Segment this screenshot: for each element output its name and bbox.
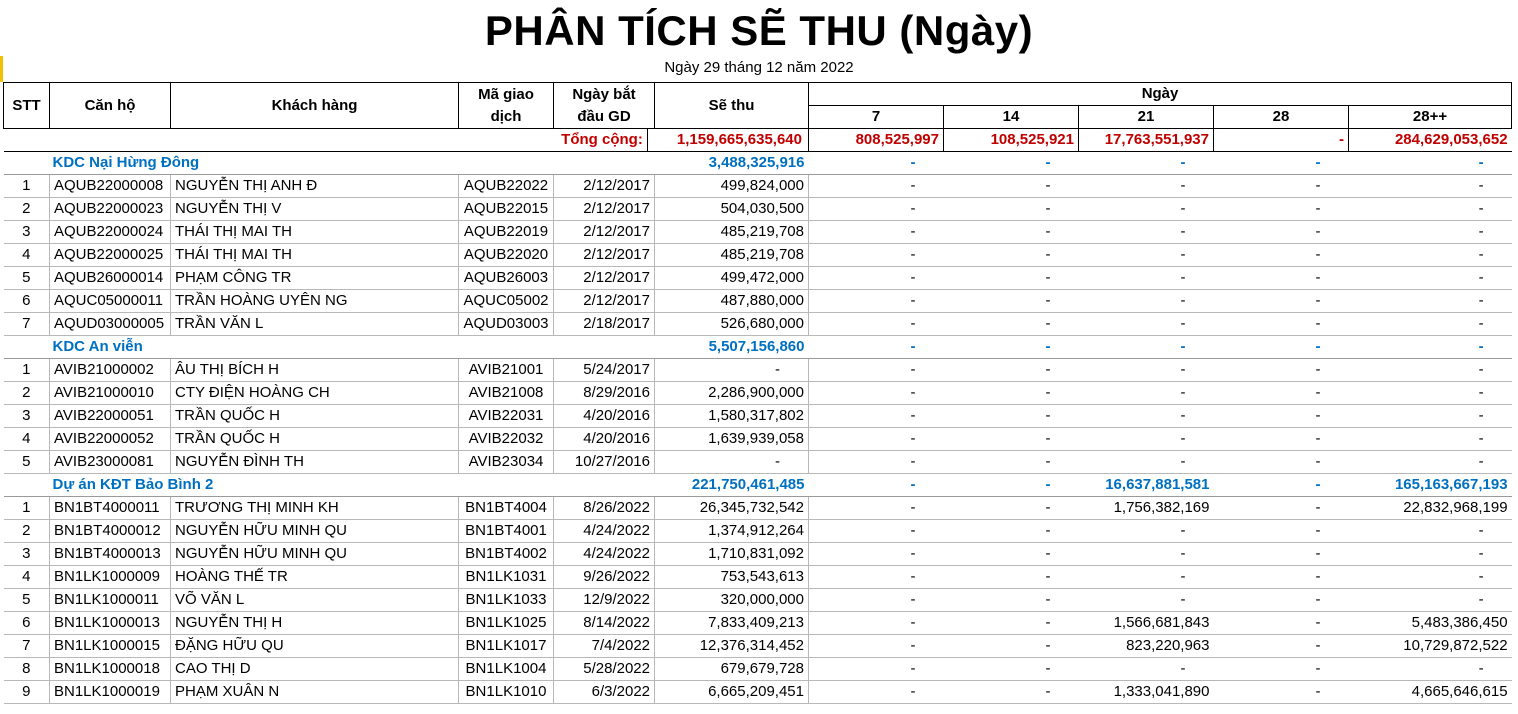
cell-khach-hang: TRẦN VĂN L xyxy=(171,313,459,336)
table-row xyxy=(4,359,1512,382)
cell-d28pp: - xyxy=(1349,589,1512,612)
cell-d28pp: - xyxy=(1349,428,1512,451)
cell-stt: 3 xyxy=(4,543,50,566)
cell-d14: - xyxy=(944,244,1079,267)
table-row xyxy=(4,566,1512,589)
cell-d21: - xyxy=(1079,267,1214,290)
cell-khach-hang: TRẦN QUỐC H xyxy=(171,405,459,428)
cell-d7: - xyxy=(809,497,944,520)
cell-khach-hang: THÁI THỊ MAI TH xyxy=(171,244,459,267)
cell-d21: - xyxy=(1079,175,1214,198)
header-day-28: 28 xyxy=(1214,106,1349,129)
cell-can-ho: BN1BT4000013 xyxy=(50,543,171,566)
cell-can-ho: BN1LK1000015 xyxy=(50,635,171,658)
cell-d14: - xyxy=(944,635,1079,658)
cell-ma-giao-dich: BN1LK1031 xyxy=(459,566,554,589)
cell-se-thu: 6,665,209,451 xyxy=(655,681,809,704)
group-se-thu: 5,507,156,860 xyxy=(655,336,809,359)
header-ma-giao-dich: Mã giao dịch xyxy=(459,83,554,129)
cell-d21: - xyxy=(1079,221,1214,244)
group-d7: - xyxy=(809,474,944,497)
cell-d28: - xyxy=(1214,382,1349,405)
cell-se-thu: 1,710,831,092 xyxy=(655,543,809,566)
total-label: Tổng cộng: xyxy=(561,131,643,148)
group-name: KDC An viễn xyxy=(4,336,655,359)
cell-ma-giao-dich: BN1LK1025 xyxy=(459,612,554,635)
cell-stt: 6 xyxy=(4,290,50,313)
cell-d28: - xyxy=(1214,681,1349,704)
cell-se-thu: 1,580,317,802 xyxy=(655,405,809,428)
cell-stt: 1 xyxy=(4,359,50,382)
cell-ngay-bat-dau: 7/4/2022 xyxy=(554,635,655,658)
table-row xyxy=(4,175,1512,198)
cell-ma-giao-dich: AQUD03003 xyxy=(459,313,554,336)
cell-stt: 5 xyxy=(4,589,50,612)
cell-ngay-bat-dau: 4/24/2022 xyxy=(554,543,655,566)
cell-can-ho: BN1LK1000018 xyxy=(50,658,171,681)
cell-d7: - xyxy=(809,566,944,589)
total-d14: 108,525,921 xyxy=(944,129,1079,152)
cell-d28pp: 4,665,646,615 xyxy=(1349,681,1512,704)
cell-d7: - xyxy=(809,543,944,566)
cell-d28: - xyxy=(1214,175,1349,198)
cell-can-ho: BN1BT4000012 xyxy=(50,520,171,543)
cell-stt: 2 xyxy=(4,198,50,221)
cell-khach-hang: NGUYỄN ĐÌNH TH xyxy=(171,451,459,474)
cell-can-ho: AVIB21000010 xyxy=(50,382,171,405)
cell-can-ho: AVIB21000002 xyxy=(50,359,171,382)
cell-ngay-bat-dau: 4/20/2016 xyxy=(554,428,655,451)
cell-d28: - xyxy=(1214,221,1349,244)
group-d28: - xyxy=(1214,336,1349,359)
cell-d21: 823,220,963 xyxy=(1079,635,1214,658)
cell-d28: - xyxy=(1214,566,1349,589)
cell-khach-hang: CTY ĐIỆN HOÀNG CH xyxy=(171,382,459,405)
cell-ngay-bat-dau: 8/29/2016 xyxy=(554,382,655,405)
cell-d7: - xyxy=(809,290,944,313)
cell-khach-hang: ĐẶNG HỮU QU xyxy=(171,635,459,658)
cell-ma-giao-dich: AQUB22015 xyxy=(459,198,554,221)
cell-se-thu: 1,374,912,264 xyxy=(655,520,809,543)
cell-d28pp: - xyxy=(1349,267,1512,290)
cell-d21: - xyxy=(1079,244,1214,267)
cell-d14: - xyxy=(944,612,1079,635)
cell-ngay-bat-dau: 2/12/2017 xyxy=(554,221,655,244)
cell-stt: 2 xyxy=(4,520,50,543)
cell-ngay-bat-dau: 8/26/2022 xyxy=(554,497,655,520)
cell-can-ho: AVIB22000051 xyxy=(50,405,171,428)
table-row xyxy=(4,543,1512,566)
cell-d21: - xyxy=(1079,198,1214,221)
cell-khach-hang: THÁI THỊ MAI TH xyxy=(171,221,459,244)
cell-ma-giao-dich: AQUB22020 xyxy=(459,244,554,267)
cell-d14: - xyxy=(944,543,1079,566)
cell-d14: - xyxy=(944,589,1079,612)
cell-can-ho: AQUD03000005 xyxy=(50,313,171,336)
cell-ngay-bat-dau: 2/12/2017 xyxy=(554,267,655,290)
cell-d21: 1,566,681,843 xyxy=(1079,612,1214,635)
cell-d7: - xyxy=(809,382,944,405)
report-title: PHÂN TÍCH SẼ THU (Ngày) xyxy=(484,7,1034,54)
table-row xyxy=(4,198,1512,221)
cell-d14: - xyxy=(944,405,1079,428)
cell-can-ho: AVIB22000052 xyxy=(50,428,171,451)
cell-ngay-bat-dau: 12/9/2022 xyxy=(554,589,655,612)
cell-se-thu: 504,030,500 xyxy=(655,198,809,221)
cell-ngay-bat-dau: 5/24/2017 xyxy=(554,359,655,382)
cell-stt: 4 xyxy=(4,244,50,267)
cell-d7: - xyxy=(809,313,944,336)
cell-ngay-bat-dau: 2/12/2017 xyxy=(554,175,655,198)
group-d21: - xyxy=(1079,152,1214,175)
cell-d28: - xyxy=(1214,267,1349,290)
cell-d28pp: - xyxy=(1349,313,1512,336)
group-d28pp: - xyxy=(1349,152,1512,175)
cell-can-ho: AVIB23000081 xyxy=(50,451,171,474)
cell-se-thu: 12,376,314,452 xyxy=(655,635,809,658)
group-row xyxy=(4,336,1512,359)
cell-ngay-bat-dau: 2/12/2017 xyxy=(554,244,655,267)
cell-d28pp: 10,729,872,522 xyxy=(1349,635,1512,658)
table-row xyxy=(4,589,1512,612)
cell-can-ho: BN1BT4000011 xyxy=(50,497,171,520)
cell-d28pp: - xyxy=(1349,566,1512,589)
cell-d7: - xyxy=(809,405,944,428)
cell-d28pp: - xyxy=(1349,382,1512,405)
cell-d28pp: - xyxy=(1349,451,1512,474)
cell-d28pp: - xyxy=(1349,244,1512,267)
table-row xyxy=(4,244,1512,267)
cell-khach-hang: NGUYỄN THỊ V xyxy=(171,198,459,221)
cell-khach-hang: TRẦN QUỐC H xyxy=(171,428,459,451)
group-d14: - xyxy=(944,474,1079,497)
header-day-7: 7 xyxy=(809,106,944,129)
cell-d7: - xyxy=(809,451,944,474)
table-row xyxy=(4,520,1512,543)
cell-d7: - xyxy=(809,221,944,244)
cell-d28: - xyxy=(1214,612,1349,635)
total-d28plus: 284,629,053,652 xyxy=(1349,129,1512,152)
cell-ma-giao-dich: AQUB22019 xyxy=(459,221,554,244)
cell-stt: 5 xyxy=(4,451,50,474)
cell-ngay-bat-dau: 2/12/2017 xyxy=(554,198,655,221)
cell-stt: 1 xyxy=(4,175,50,198)
cell-stt: 3 xyxy=(4,405,50,428)
cell-d21: - xyxy=(1079,428,1214,451)
table-row xyxy=(4,451,1512,474)
cell-ma-giao-dich: BN1LK1033 xyxy=(459,589,554,612)
cell-se-thu: 2,286,900,000 xyxy=(655,382,809,405)
table-row xyxy=(4,612,1512,635)
cell-d28: - xyxy=(1214,405,1349,428)
cell-se-thu: 487,880,000 xyxy=(655,290,809,313)
cell-stt: 6 xyxy=(4,612,50,635)
report-date: Ngày 29 tháng 12 năm 2022 xyxy=(664,59,854,76)
cell-d7: - xyxy=(809,612,944,635)
table-row xyxy=(4,313,1512,336)
cell-can-ho: BN1LK1000013 xyxy=(50,612,171,635)
group-d14: - xyxy=(944,336,1079,359)
cell-d21: - xyxy=(1079,359,1214,382)
cell-khach-hang: TRƯƠNG THỊ MINH KH xyxy=(171,497,459,520)
cell-d21: - xyxy=(1079,290,1214,313)
cell-stt: 8 xyxy=(4,658,50,681)
group-d28: - xyxy=(1214,474,1349,497)
cell-d21: - xyxy=(1079,520,1214,543)
cell-d14: - xyxy=(944,520,1079,543)
table-row xyxy=(4,382,1512,405)
cell-can-ho: AQUB22000023 xyxy=(50,198,171,221)
cell-d21: - xyxy=(1079,566,1214,589)
cell-d28: - xyxy=(1214,635,1349,658)
cell-stt: 5 xyxy=(4,267,50,290)
cell-ngay-bat-dau: 5/28/2022 xyxy=(554,658,655,681)
cell-d21: - xyxy=(1079,451,1214,474)
cell-khach-hang: HOÀNG THẾ TR xyxy=(171,566,459,589)
cell-ngay-bat-dau: 4/24/2022 xyxy=(554,520,655,543)
cell-d28: - xyxy=(1214,520,1349,543)
cell-ma-giao-dich: AQUB26003 xyxy=(459,267,554,290)
table-row xyxy=(4,681,1512,704)
cell-d28: - xyxy=(1214,497,1349,520)
cell-ngay-bat-dau: 9/26/2022 xyxy=(554,566,655,589)
cell-d7: - xyxy=(809,681,944,704)
cell-d14: - xyxy=(944,428,1079,451)
cell-khach-hang: CAO THỊ D xyxy=(171,658,459,681)
cell-khach-hang: NGUYỄN THỊ H xyxy=(171,612,459,635)
cell-se-thu: - xyxy=(655,451,809,474)
cell-can-ho: BN1LK1000019 xyxy=(50,681,171,704)
cell-can-ho: AQUB22000024 xyxy=(50,221,171,244)
group-se-thu: 3,488,325,916 xyxy=(655,152,809,175)
cell-se-thu: 26,345,732,542 xyxy=(655,497,809,520)
cell-d7: - xyxy=(809,658,944,681)
cell-d28pp: - xyxy=(1349,658,1512,681)
cell-khach-hang: PHẠM XUÂN N xyxy=(171,681,459,704)
group-row xyxy=(4,474,1512,497)
cell-d7: - xyxy=(809,635,944,658)
table-row xyxy=(4,405,1512,428)
cell-d28pp: - xyxy=(1349,198,1512,221)
cell-d28: - xyxy=(1214,290,1349,313)
cell-d28: - xyxy=(1214,313,1349,336)
cell-d14: - xyxy=(944,658,1079,681)
cell-d14: - xyxy=(944,359,1079,382)
cell-d28pp: 5,483,386,450 xyxy=(1349,612,1512,635)
cell-se-thu: 499,472,000 xyxy=(655,267,809,290)
cell-se-thu: 526,680,000 xyxy=(655,313,809,336)
cell-d21: - xyxy=(1079,405,1214,428)
cell-d21: - xyxy=(1079,382,1214,405)
table-row xyxy=(4,635,1512,658)
cell-se-thu: 7,833,409,213 xyxy=(655,612,809,635)
cell-stt: 4 xyxy=(4,566,50,589)
cell-d14: - xyxy=(944,290,1079,313)
cell-khach-hang: PHẠM CÔNG TR xyxy=(171,267,459,290)
cell-can-ho: AQUC05000011 xyxy=(50,290,171,313)
cell-d14: - xyxy=(944,566,1079,589)
cell-ngay-bat-dau: 2/18/2017 xyxy=(554,313,655,336)
group-row xyxy=(4,152,1512,175)
cell-d14: - xyxy=(944,175,1079,198)
cell-d14: - xyxy=(944,451,1079,474)
cell-can-ho: AQUB22000025 xyxy=(50,244,171,267)
header-can-ho: Căn hộ xyxy=(50,83,171,129)
cell-ma-giao-dich: BN1BT4001 xyxy=(459,520,554,543)
cell-d28pp: - xyxy=(1349,543,1512,566)
cell-ngay-bat-dau: 8/14/2022 xyxy=(554,612,655,635)
cell-stt: 7 xyxy=(4,313,50,336)
cell-se-thu: 499,824,000 xyxy=(655,175,809,198)
total-d28: - xyxy=(1214,129,1349,152)
cell-ma-giao-dich: BN1LK1010 xyxy=(459,681,554,704)
group-d28pp: 165,163,667,193 xyxy=(1349,474,1512,497)
total-se-thu: 1,159,665,635,640 xyxy=(647,129,808,151)
cell-can-ho: BN1LK1000009 xyxy=(50,566,171,589)
cell-can-ho: AQUB22000008 xyxy=(50,175,171,198)
cell-d28pp: - xyxy=(1349,520,1512,543)
group-d7: - xyxy=(809,336,944,359)
table-row xyxy=(4,290,1512,313)
cell-se-thu: 485,219,708 xyxy=(655,244,809,267)
header-se-thu: Sẽ thu xyxy=(655,83,809,129)
cell-d7: - xyxy=(809,267,944,290)
cell-ma-giao-dich: BN1BT4004 xyxy=(459,497,554,520)
table-row xyxy=(4,658,1512,681)
cell-ma-giao-dich: AVIB22032 xyxy=(459,428,554,451)
cell-d28: - xyxy=(1214,658,1349,681)
total-row xyxy=(4,129,1512,152)
cell-d14: - xyxy=(944,267,1079,290)
cell-d28: - xyxy=(1214,244,1349,267)
group-d21: - xyxy=(1079,336,1214,359)
cell-ngay-bat-dau: 2/12/2017 xyxy=(554,290,655,313)
cell-ngay-bat-dau: 10/27/2016 xyxy=(554,451,655,474)
cell-ma-giao-dich: AVIB21008 xyxy=(459,382,554,405)
header-ngay: Ngày xyxy=(809,83,1512,106)
cell-can-ho: BN1LK1000011 xyxy=(50,589,171,612)
cell-stt: 4 xyxy=(4,428,50,451)
cell-khach-hang: VÕ VĂN L xyxy=(171,589,459,612)
cell-d14: - xyxy=(944,497,1079,520)
header-day-21: 21 xyxy=(1079,106,1214,129)
revenue-table xyxy=(3,82,1512,704)
table-row xyxy=(4,428,1512,451)
header-ngay-bat-dau: Ngày bắt đầu GD xyxy=(554,83,655,129)
cell-se-thu: - xyxy=(655,359,809,382)
cell-stt: 9 xyxy=(4,681,50,704)
cell-se-thu: 1,639,939,058 xyxy=(655,428,809,451)
cell-khach-hang: NGUYỄN HỮU MINH QU xyxy=(171,520,459,543)
cell-d28pp: - xyxy=(1349,221,1512,244)
cell-khach-hang: NGUYỄN HỮU MINH QU xyxy=(171,543,459,566)
cell-d7: - xyxy=(809,520,944,543)
group-d21: 16,637,881,581 xyxy=(1079,474,1214,497)
group-d14: - xyxy=(944,152,1079,175)
table-row xyxy=(4,267,1512,290)
cell-ma-giao-dich: AVIB23034 xyxy=(459,451,554,474)
header-khach-hang: Khách hàng xyxy=(171,83,459,129)
cell-d14: - xyxy=(944,382,1079,405)
cell-ma-giao-dich: BN1LK1017 xyxy=(459,635,554,658)
group-name: Dự án KĐT Bảo Bình 2 xyxy=(4,474,655,497)
cell-ma-giao-dich: AVIB22031 xyxy=(459,405,554,428)
cell-d28pp: - xyxy=(1349,290,1512,313)
cell-d21: - xyxy=(1079,313,1214,336)
cell-d28pp: - xyxy=(1349,359,1512,382)
cell-d28: - xyxy=(1214,359,1349,382)
group-name: KDC Nại Hừng Đông xyxy=(4,152,655,175)
total-d7: 808,525,997 xyxy=(809,129,944,152)
cell-d21: 1,756,382,169 xyxy=(1079,497,1214,520)
cell-d28pp: - xyxy=(1349,175,1512,198)
group-d28: - xyxy=(1214,152,1349,175)
cell-ma-giao-dich: BN1LK1004 xyxy=(459,658,554,681)
header-day-14: 14 xyxy=(944,106,1079,129)
cell-stt: 3 xyxy=(4,221,50,244)
cell-d14: - xyxy=(944,313,1079,336)
header-stt: STT xyxy=(4,83,50,129)
cell-se-thu: 679,679,728 xyxy=(655,658,809,681)
cell-se-thu: 320,000,000 xyxy=(655,589,809,612)
group-d7: - xyxy=(809,152,944,175)
cell-se-thu: 753,543,613 xyxy=(655,566,809,589)
cell-d28: - xyxy=(1214,543,1349,566)
cell-d28: - xyxy=(1214,451,1349,474)
cell-d7: - xyxy=(809,198,944,221)
cell-d14: - xyxy=(944,198,1079,221)
cell-ngay-bat-dau: 6/3/2022 xyxy=(554,681,655,704)
cell-d28: - xyxy=(1214,428,1349,451)
cell-d7: - xyxy=(809,359,944,382)
header-day-28plus: 28++ xyxy=(1349,106,1512,129)
cell-d7: - xyxy=(809,175,944,198)
cell-can-ho: AQUB26000014 xyxy=(50,267,171,290)
cell-ma-giao-dich: AVIB21001 xyxy=(459,359,554,382)
cell-d14: - xyxy=(944,221,1079,244)
cell-d21: 1,333,041,890 xyxy=(1079,681,1214,704)
cell-d28pp: 22,832,968,199 xyxy=(1349,497,1512,520)
cell-ngay-bat-dau: 4/20/2016 xyxy=(554,405,655,428)
cell-d21: - xyxy=(1079,589,1214,612)
table-row xyxy=(4,221,1512,244)
cell-d28pp: - xyxy=(1349,405,1512,428)
cell-stt: 1 xyxy=(4,497,50,520)
cell-khach-hang: TRẦN HOÀNG UYÊN NG xyxy=(171,290,459,313)
total-d21: 17,763,551,937 xyxy=(1079,129,1214,152)
cell-khach-hang: NGUYỄN THỊ ANH Đ xyxy=(171,175,459,198)
cell-d7: - xyxy=(809,589,944,612)
cell-ma-giao-dich: AQUB22022 xyxy=(459,175,554,198)
table-row xyxy=(4,497,1512,520)
group-se-thu: 221,750,461,485 xyxy=(655,474,809,497)
cell-stt: 2 xyxy=(4,382,50,405)
cell-d7: - xyxy=(809,244,944,267)
group-d28pp: - xyxy=(1349,336,1512,359)
cell-d14: - xyxy=(944,681,1079,704)
cell-d21: - xyxy=(1079,658,1214,681)
cell-khach-hang: ÂU THỊ BÍCH H xyxy=(171,359,459,382)
cell-ma-giao-dich: AQUC05002 xyxy=(459,290,554,313)
cell-se-thu: 485,219,708 xyxy=(655,221,809,244)
cell-d7: - xyxy=(809,428,944,451)
cell-d28: - xyxy=(1214,198,1349,221)
cell-ma-giao-dich: BN1BT4002 xyxy=(459,543,554,566)
cell-d21: - xyxy=(1079,543,1214,566)
cell-d28: - xyxy=(1214,589,1349,612)
cell-stt: 7 xyxy=(4,635,50,658)
